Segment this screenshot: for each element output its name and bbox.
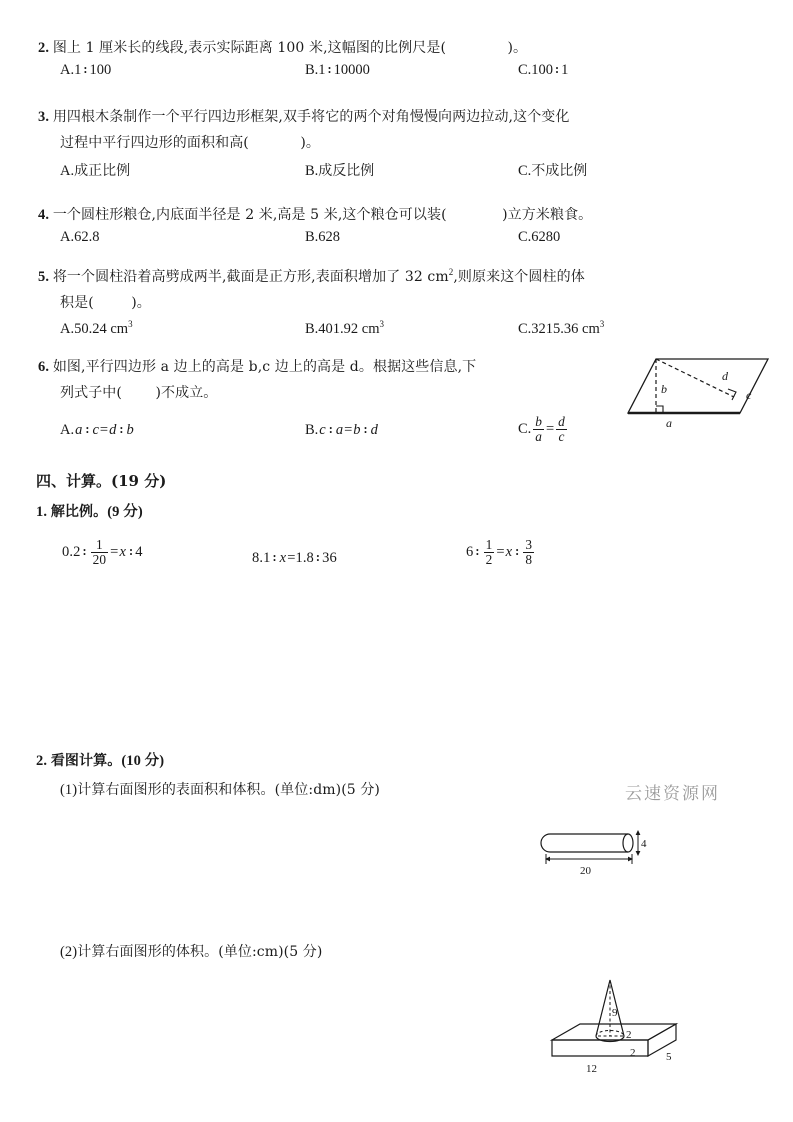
figure-label-c: c	[746, 388, 752, 402]
option-letter: A.	[60, 422, 75, 438]
option-letter: C.	[518, 321, 532, 337]
question-4-option-b[interactable]	[305, 229, 340, 246]
watermark-text: 云速资源网	[625, 784, 720, 804]
problem-1-number: 1.	[36, 504, 48, 520]
question-4-stem	[38, 203, 592, 228]
unit-exponent: 3	[379, 319, 385, 330]
problem-1-work-area[interactable]	[55, 580, 745, 725]
figure-label-d: d	[722, 369, 728, 383]
question-2-number: 2.	[38, 40, 50, 56]
problem-2-sub-1-text: 计算右面图形的表面积和体积。(单位:dm)(5 分)	[77, 782, 380, 798]
unit-exponent: 2	[448, 267, 454, 278]
question-6-stem-line-2	[60, 381, 217, 406]
question-6-stem-text: 如图,平行四边形 a 边上的高是 b,c 边上的高是 d。根据这些信息,下	[52, 359, 477, 375]
question-3-option-b[interactable]	[305, 160, 374, 180]
section-4-heading	[36, 470, 166, 491]
horizontal-cylinder-figure	[532, 814, 664, 876]
question-3-stem-line-2	[60, 131, 320, 156]
option-text: 401.92 cm	[318, 321, 380, 337]
option-letter: A.	[60, 62, 75, 78]
option-text2: 10000	[333, 62, 370, 78]
option-letter: B.	[305, 229, 319, 245]
question-6-stem-tail: )不成立。	[155, 385, 218, 401]
problem-1-label: 解比例。	[50, 504, 108, 520]
problem-2-sub-1-work-area[interactable]	[55, 800, 505, 920]
proportion-left-whole: 6	[466, 543, 474, 560]
option-letter: A.	[60, 163, 75, 179]
option-text: 628	[318, 229, 341, 245]
parallelogram-heights-figure	[624, 351, 776, 429]
question-6-option-b[interactable]: B.c : a=b : d	[305, 422, 378, 438]
question-2-stem	[38, 36, 527, 61]
fraction-1-over-20: $\frac{1}{20}$	[92, 536, 107, 567]
option-text: 1	[74, 62, 82, 78]
question-4-option-c[interactable]	[518, 229, 560, 246]
problem-2-points: (10 分)	[121, 753, 165, 769]
option-text: 成反比例	[318, 163, 375, 179]
question-3-stem-line-1	[38, 105, 570, 130]
option-text: 50.24 cm	[74, 321, 129, 337]
question-3-option-c[interactable]	[518, 160, 587, 180]
problem-1-heading	[36, 500, 143, 525]
question-3-number: 3.	[38, 109, 50, 125]
question-5-stem-text-cont: ,则原来这个圆柱的体	[453, 269, 585, 285]
question-5-option-c[interactable]	[518, 321, 604, 338]
question-2-option-c[interactable]	[518, 62, 568, 79]
figure-label-diameter-4: 4	[641, 838, 647, 850]
proportion-item-3[interactable]: 6 : $\frac{1}{2}$ =x : $\frac{3}{8}$	[466, 536, 533, 567]
question-4-option-a[interactable]	[60, 229, 99, 246]
figure-label-a: a	[666, 416, 672, 429]
option-letter: B.	[305, 163, 319, 179]
question-3-stem-text: 用四根木条制作一个平行四边形框架,双手将它的两个对角慢慢向两边拉动,这个变化	[52, 109, 570, 125]
option-text: 62.8	[74, 229, 100, 245]
figure-label-b: b	[661, 382, 667, 396]
option-letter: A.	[60, 229, 75, 245]
question-6-stem-text-2: 列式子中(	[60, 385, 122, 401]
cone-on-cuboid-figure	[524, 968, 704, 1098]
section-4-title: 四、计算。	[36, 472, 112, 490]
option-text: 3215.36 cm	[531, 321, 600, 337]
figure-label-box-depth-5: 5	[666, 1051, 672, 1063]
ratio-colon: :	[83, 62, 88, 76]
option-letter: C.	[518, 62, 532, 78]
figure-label-box-length-12: 12	[586, 1063, 597, 1075]
figure-label-cone-base-2: 2	[626, 1029, 632, 1041]
ratio-colon: :	[555, 62, 560, 76]
unit-exponent: 3	[128, 319, 133, 330]
option-letter: B.	[305, 321, 319, 337]
option-letter: C.	[518, 229, 532, 245]
ratio-colon: :	[327, 62, 332, 76]
option-text2: 1	[561, 62, 569, 78]
question-2-option-a[interactable]	[60, 62, 111, 79]
option-text: 1	[318, 62, 326, 78]
question-3-stem-tail: )。	[300, 135, 321, 151]
problem-2-sub-2-text: 计算右面图形的体积。(单位:cm)(5 分)	[77, 944, 323, 960]
question-4-number: 4.	[38, 207, 50, 223]
question-5-stem-line-2	[60, 291, 151, 316]
question-5-option-b[interactable]	[305, 321, 384, 338]
question-4-stem-tail: )立方米粮食。	[502, 207, 593, 223]
section-4-points: (19 分)	[111, 472, 167, 490]
problem-1-points: (9 分)	[107, 504, 143, 520]
option-letter: A.	[60, 321, 75, 337]
problem-2-sub-2-work-area[interactable]	[55, 962, 505, 1082]
question-5-number: 5.	[38, 269, 50, 285]
fraction-b-over-a: $\frac{b}{a}$	[535, 413, 542, 444]
option-letter: C.	[518, 163, 532, 179]
figure-label-cone-height-9: 9	[612, 1007, 618, 1019]
fraction-3-over-8: $\frac{3}{8}$	[525, 536, 533, 567]
proportion-left-whole: 0.2	[62, 543, 81, 560]
option-text: 100	[531, 62, 554, 78]
question-5-stem-text: 将一个圆柱沿着高劈成两半,截面是正方形,表面积增加了 32 cm	[52, 269, 449, 285]
proportion-item-2[interactable]: 8.1 : x=1.8 : 36	[252, 550, 337, 566]
figure-label-box-height-2: 2	[630, 1047, 636, 1059]
option-text: 成正比例	[74, 163, 131, 179]
question-6-number: 6.	[38, 359, 50, 375]
option-letter: B.	[305, 422, 319, 438]
question-3-option-a[interactable]	[60, 160, 130, 180]
problem-2-sub-2-tag: (2)	[60, 944, 78, 960]
question-2-stem-tail: )。	[507, 40, 528, 56]
question-6-option-c[interactable]: C. $\frac{b}{a}$ = $\frac{d}{c}$	[518, 413, 565, 444]
question-4-stem-text: 一个圆柱形粮仓,内底面半径是 2 米,高是 5 米,这个粮仓可以装(	[52, 207, 447, 223]
option-letter: C.	[518, 420, 532, 437]
fraction-d-over-c: $\frac{d}{c}$	[558, 413, 565, 444]
question-5-stem-line-1	[38, 265, 585, 290]
option-text: 6280	[531, 229, 561, 245]
problem-2-heading	[36, 749, 164, 774]
question-5-stem-text-2: 积是(	[60, 295, 94, 311]
proportion-item-1[interactable]: 0.2 : $\frac{1}{20}$ =x : 4	[62, 536, 143, 567]
question-5-stem-tail: )。	[131, 295, 151, 311]
question-5-option-a[interactable]	[60, 321, 133, 338]
problem-2-label: 看图计算。	[50, 753, 122, 769]
option-text: 不成比例	[531, 163, 588, 179]
option-letter: B.	[305, 62, 319, 78]
question-6-stem-line-1	[38, 355, 476, 380]
problem-2-sub-1-tag: (1)	[60, 782, 78, 798]
question-6-option-a[interactable]: A.a : c=d : b	[60, 422, 134, 438]
fraction-1-over-2: $\frac{1}{2}$	[485, 536, 493, 567]
question-2-stem-text: 图上 1 厘米长的线段,表示实际距离 100 米,这幅图的比例尺是(	[52, 40, 447, 56]
question-3-stem-text-2: 过程中平行四边形的面积和高(	[60, 135, 249, 151]
unit-exponent: 3	[599, 319, 605, 330]
question-2-option-b[interactable]	[305, 62, 370, 79]
figure-label-length-20: 20	[580, 865, 591, 876]
problem-2-number: 2.	[36, 753, 48, 769]
option-text2: 100	[89, 62, 112, 78]
